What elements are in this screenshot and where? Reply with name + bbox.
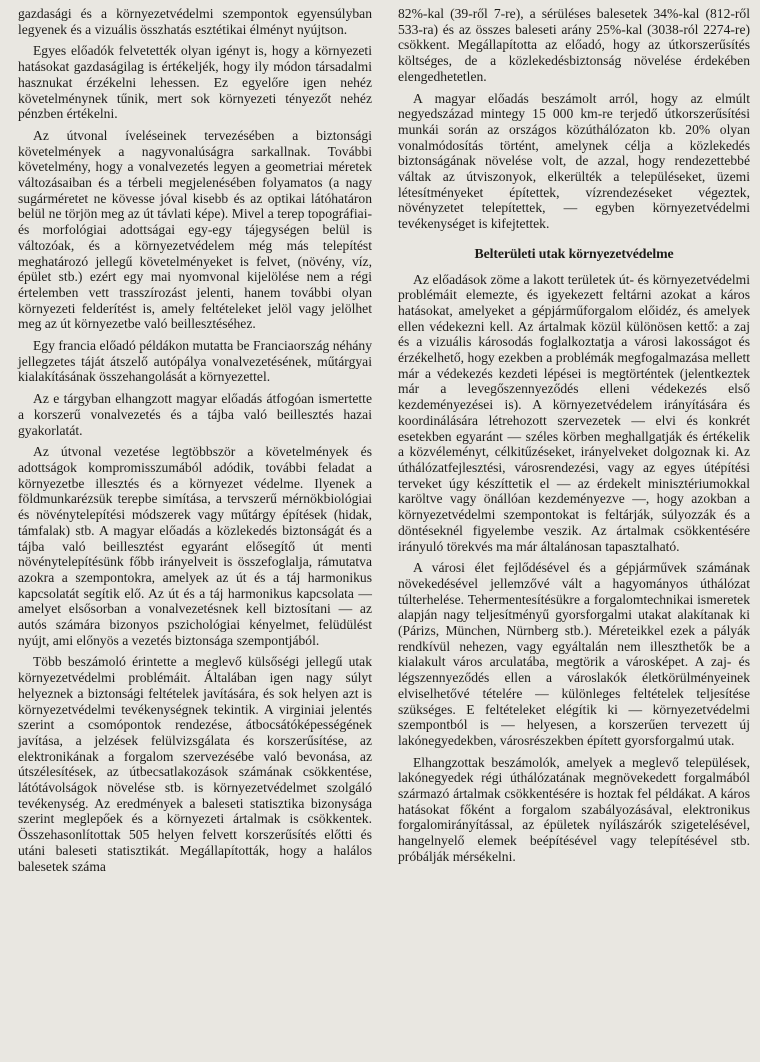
paragraph: Elhangzottak beszámolók, amelyek a meglevő települések, lakónegyedek régi úthálózatának megnövekedett forgalmából származó ártalmak csökkentésére is hoztak fel példákat. A káros hatásokat főként a forgalom szabályozásával, elektronikus forgalomirányítással, az épületek nyílászárók szigetelésével, hangelnyelő elemek beépítésével vagy telepítésével stb. próbálják mérsékelni. — [398, 754, 750, 864]
paragraph: Az útvonal íveléseinek tervezésében a biztonsági követelmények a nagyvonalúságra sarkallnak. További követelmény, hogy a vonalvezetés legyen a geometriai méretek változásaiban és a térbeli megjelenésében folyamatos (a nagy sugárméretet ne kövesse jóval kisebb és az optikai látóhatáron belül ne törjön meg az út távlati képe). Mivel a terep topográfiai- és morfológiai adottságai egy-egy tájegységen belül is változóak, és a környezetvédelem még más telepítést meghatározó jellegű követelményeket is felvet, (növény, víz, épület stb.) ezért egy mai nyomvonal kijelölése nem a régi értelemben vett trasszírozást jelenti, hanem további olyan környezeti felderítést is, amely feltételeket jelöl vagy jelölhet meg az út környezetbe való beillesztéséhez. — [18, 127, 372, 332]
paragraph: Egyes előadók felvetették olyan igényt is, hogy a környezeti hatásokat gazdaságilag is értékeljék, hogy ily módon társadalmi hasznukat érzékelni lehessen. Ez egyelőre igen nehéz követelménynek tűnik, mert sok környezeti tényezőt nehéz pénzben értékelni. — [18, 43, 372, 122]
paragraph: Egy francia előadó példákon mutatta be Franciaország néhány jellegzetes táját átszelő autópálya vonalvezetésének, műtárgyai kialakításának összehangolását a környezettel. — [18, 338, 372, 385]
paragraph: Az előadások zöme a lakott területek út- és környezetvédelmi problémáit elemezte, és igyekezett feltárni azokat a káros hatásokat, amelyeket a gépjárműforgalom előidéz, és amelyek ellen védekezni kell. Az ártalmak közül különösen kettő: a zaj és a vizuális károsodás foglalkoztatja a városi lakosságot és érzékelhető, hogy ezekben a problémák megfogalmazása mellett már a védekezés kezdeti lépései is megtörténtek (jelentkeztek már a levegőszennyeződés elleni védekezés első kezdeményezései is). A környezetvédelem irányítására és koordinálására létrehozott szervezetek — elvi és konkrét esetekben egyaránt — széles körben meghallgatják és értékelik a közvéleményt, célkitűzéseket, irányelveket dolgoznak ki. Az úthálózatfejlesztési, városrendezési, vagy az egyes útépítési terveket úgy készíttetik el — az érdekelt minisztériumokkal karöltve vagy önállóan kezdeményezve —, hogy azokban a környezetvédelmi szempontokat is feltárják, súlyozzák és a döntéseknél figyelembe veszik. Az ártalmak csökkentésére irányuló törekvés ma már általánosan tapasztalható. — [398, 271, 750, 554]
paragraph: 82%-kal (39-ről 7-re), a sérüléses balesetek 34%-kal (812-ről 533-ra) és az összes baleseti arány 25%-kal (3038-ról 2274-re) csökkent. Megállapította az előadó, hogy az útkorszerűsítés költséges, de a közlekedésbiztonság növelése érdekében elengedhetetlen. — [398, 6, 750, 84]
paragraph: Az útvonal vezetése legtöbbször a követelmények és adottságok kompromisszumából adódik, további feladat a környezetbe illesztés és a környezet védelme. Ilyenek a földmunkarézsük terepbe simítása, a tervszerű mérnökbiológiai és növénytelepítési módszerek vagy műtárgy építések (hidak, támfalak) stb. A magyar előadás a közlekedés biztonságát és a tájba való beillesztést egyaránt elősegítő út menti növénytelepítésünk főbb irányelveit is összefoglalja, rámutatva azokra a szempontokra, amelyek az út és a táj harmonikus kapcsolatát segítik elő. Az út és a táj harmonikus kapcsolata — amelyet elsősorban a vonalvezetésnek kell biztosítani — az autós számára bizonyos pszichológiai kényelmet, felüdülést nyújt, ami előnyös a vezetés biztonsága szempontjából. — [18, 444, 372, 648]
right-column — [398, 6, 750, 871]
paragraph: gazdasági és a környezetvédelmi szempontok egyensúlyban legyenek és a vizuális összhatás esztétikai élményt nyújtson. — [18, 6, 372, 37]
paragraph: A városi élet fejlődésével és a gépjárművek számának növekedésével jellemzővé vált a hagyományos úthálózat túlterhelése. Tehermentesítésükre a forgalomtechnikai ismeretek alapján nagy teljesítményű gyorsforgalmi utakat alakítanak ki (Párizs, München, Nürnberg stb.). Méreteikkel ezek a pályák rendkívül nehezen, vagy egyáltalán nem illeszthetők be a kialakult város arculatába, megtörik a városképet. A zaj- és légszennyeződés ellen a városlakók életkörülményeinek elviselhetővé tételére — különleges feltételek teljesítése szükséges. E feltételeket elégítik ki — környezetvédelmi szempontból is — helyesen, a korszerűen tervezett új lakónegyedekben, városrészekben épített gyorsforgalmú utak. — [398, 560, 750, 748]
paragraph: A magyar előadás beszámolt arról, hogy az elmúlt negyedszázad mintegy 15 000 km-re terjedő útkorszerűsítési munkái során az országos közúthálózaton kb. 20% olyan vonalmódosítás történt, amelynek célja a közlekedés biztonságának növelése volt, de azzal, hogy rendezettebbé váltak az útviszonyok, elkerülték a településeket, üzemi létesítményeket építettek, vízrendezéseket végeztek, növényzetet telepítettek, — egyben környezetvédelmi tevékenységet is kifejtettek. — [398, 90, 750, 232]
paragraph: Az e tárgyban elhangzott magyar előadás átfogóan ismertette a korszerű vonalvezetés és a tájba való beillesztés hazai gyakorlatát. — [18, 391, 372, 438]
paragraph: Több beszámoló érintette a meglevő külsőségi jellegű utak környezetvédelmi problémáit. Általában igen nagy súlyt helyeznek a biztonsági feltételek javítására, és sok helyen azt is környezetvédelmi tevékenységnek tekintik. A virginiai jelentés szerint a csomópontok rendezése, átbocsátóképességének javítása, a jelzések felülvizsgálata és korszerűsítése, az elektronikának a forgalom szervezésébe való bevonása, az útszélesítések, az útbecsatlakozások számának csökkentése, látótávolságok növelése stb. is környezetvédelmet szolgáló tevékenység. Az eredmények a baleseti statisztika bizonysága szerint meglepőek és a környezeti ártalmak is csökkentek. Összehasonlítottak 505 helyen felvett korszerűsítés előtti és utáni baleseti statisztikát. Megállapították, hogy a halálos balesetek száma — [18, 654, 372, 874]
section-heading: Belterületi utak környezetvédelme — [474, 245, 674, 261]
left-column — [18, 6, 372, 880]
